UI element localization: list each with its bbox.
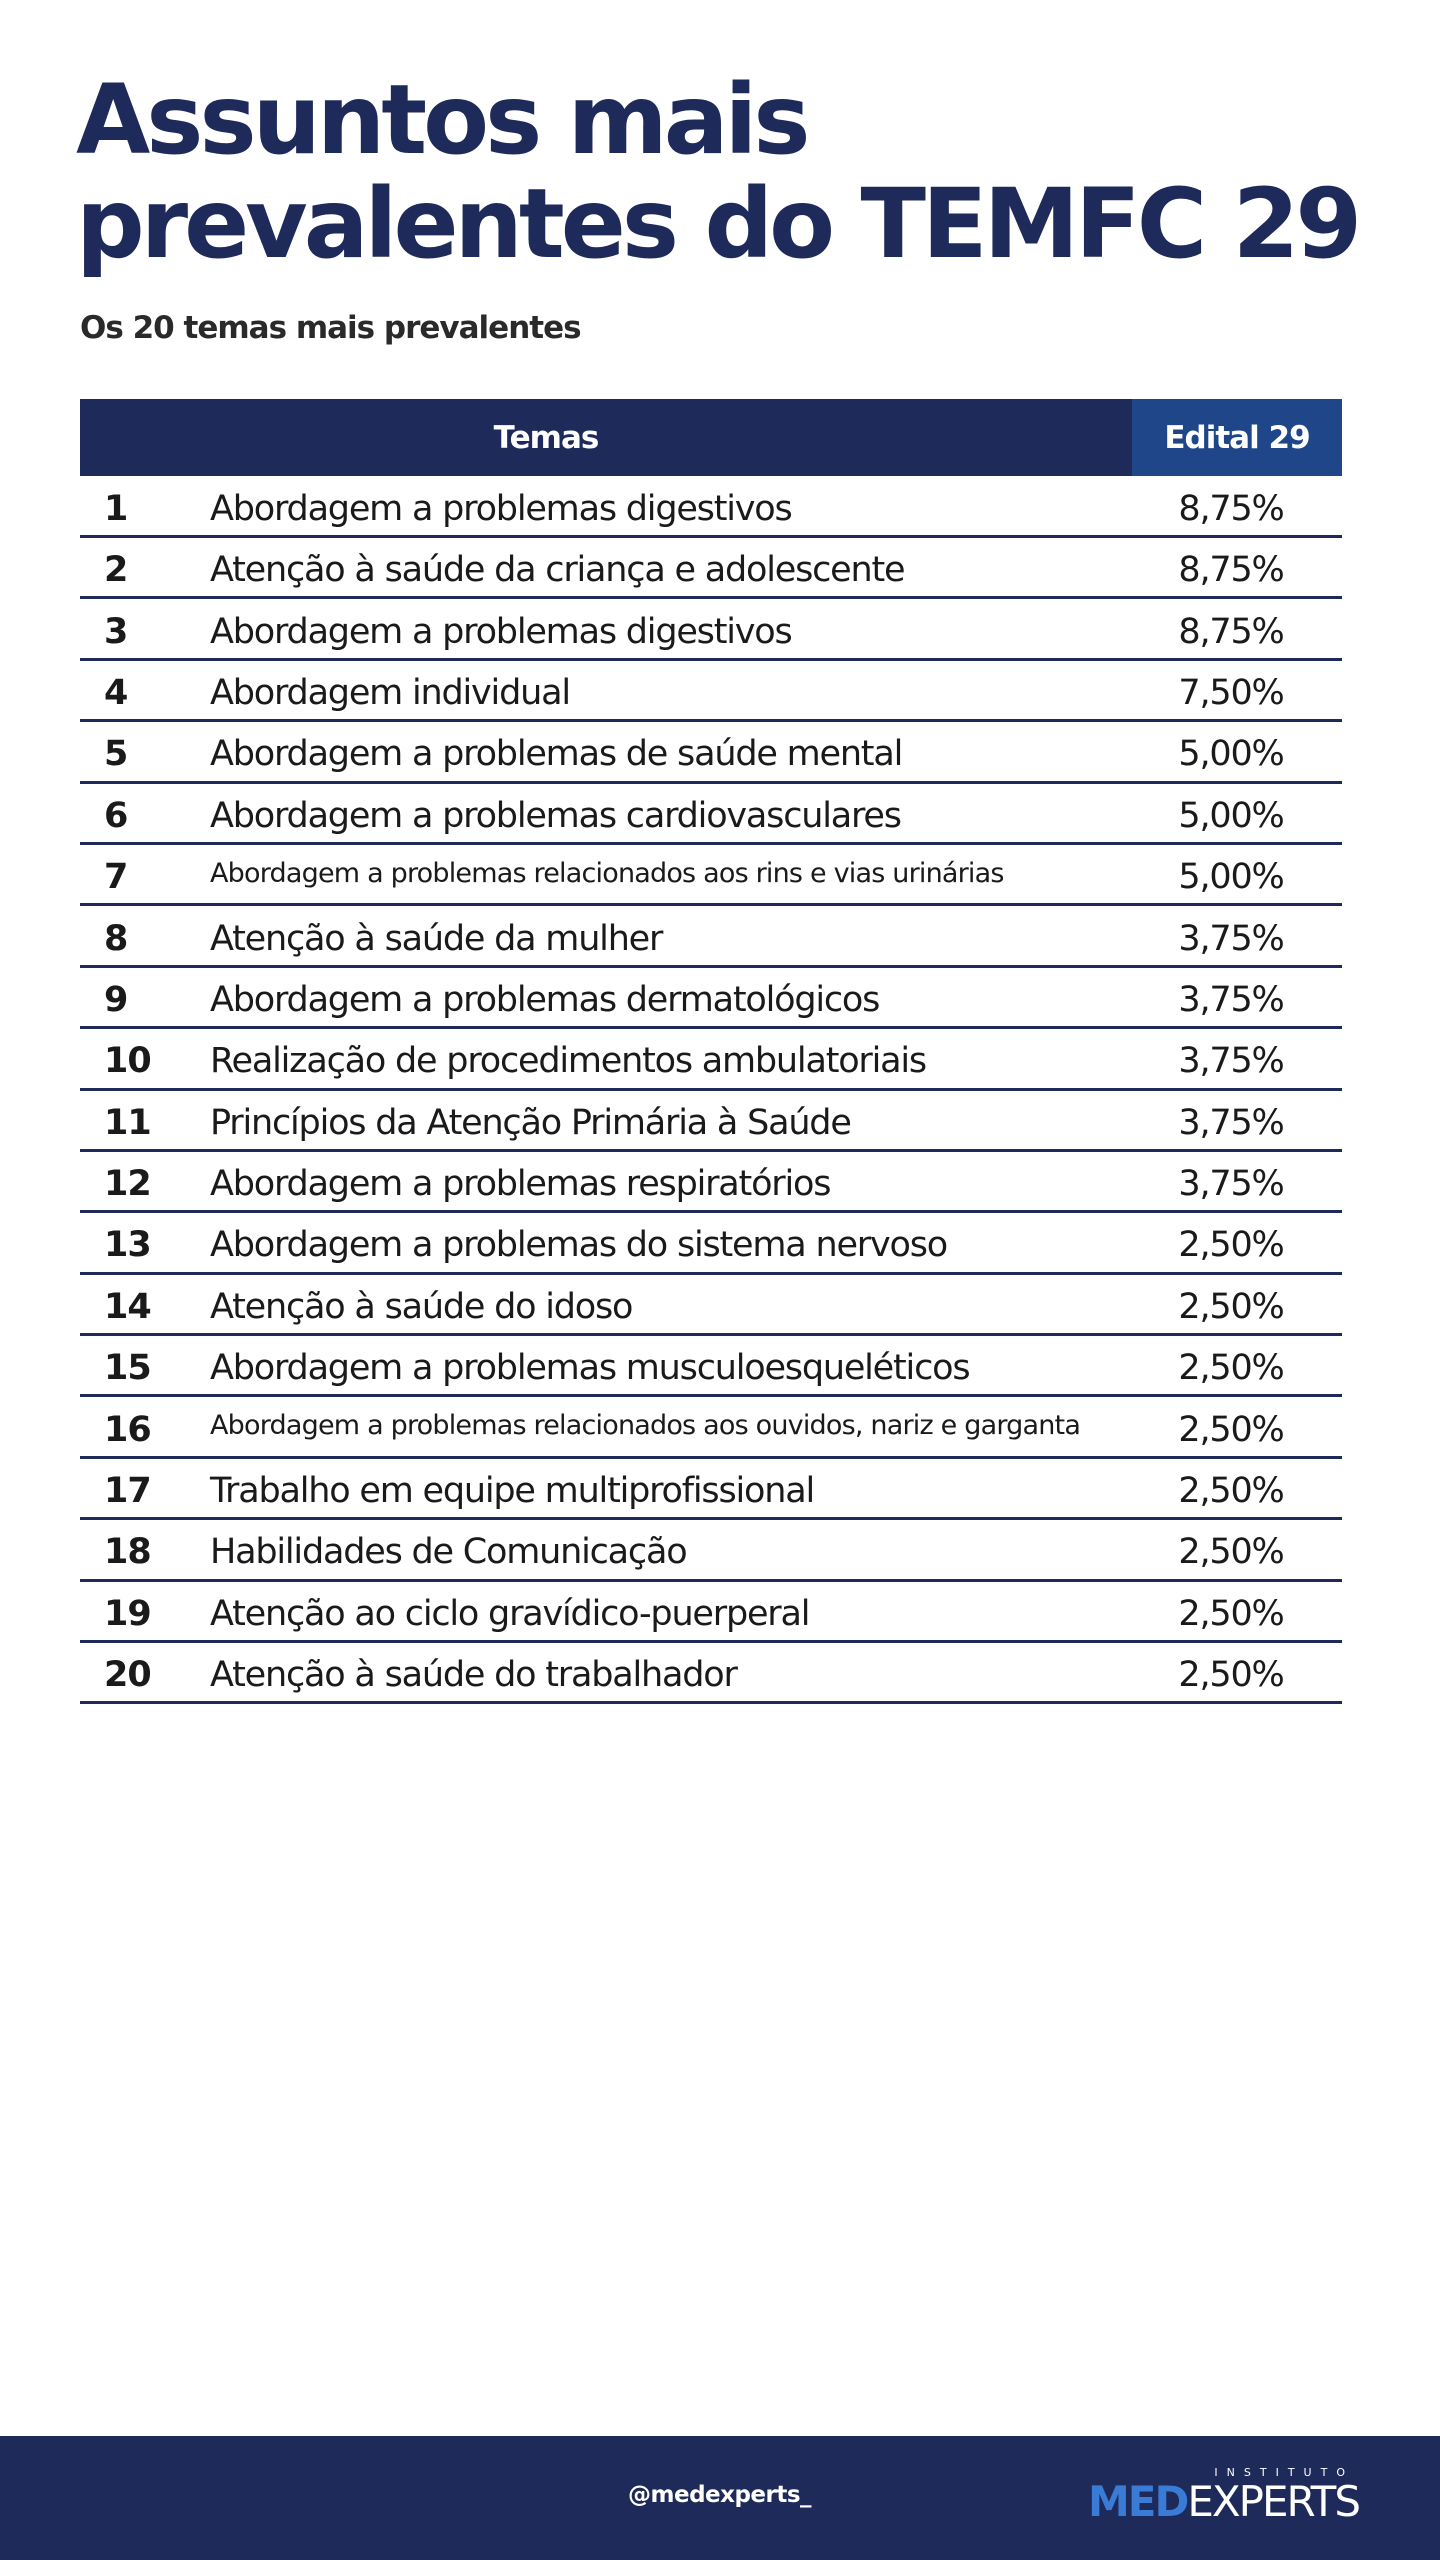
column-header-temas: Temas: [80, 399, 1132, 476]
row-rank: 2: [104, 550, 128, 591]
row-rank: 14: [104, 1286, 151, 1327]
row-rank: 3: [104, 611, 128, 652]
row-tema: Abordagem a problemas dermatológicos: [210, 979, 880, 1020]
table-row: [80, 1643, 1342, 1704]
row-percentage: 2,50%: [1178, 1655, 1284, 1696]
row-percentage: 3,75%: [1178, 1102, 1284, 1143]
row-rank: 19: [104, 1593, 151, 1634]
row-percentage: 8,75%: [1178, 550, 1284, 591]
row-tema: Abordagem individual: [210, 672, 570, 713]
row-rank: 15: [104, 1348, 151, 1389]
row-tema: Abordagem a problemas digestivos: [210, 488, 792, 529]
row-tema: Atenção à saúde do trabalhador: [210, 1655, 737, 1696]
row-percentage: 2,50%: [1178, 1286, 1284, 1327]
row-rank: 8: [104, 918, 128, 959]
row-percentage: 8,75%: [1178, 488, 1284, 529]
row-tema: Atenção à saúde da criança e adolescente: [210, 550, 905, 591]
row-tema: Abordagem a problemas digestivos: [210, 611, 792, 652]
row-rank: 7: [104, 857, 128, 898]
topics-table: [80, 399, 1342, 1704]
page-title: [76, 64, 1396, 280]
row-rank: 9: [104, 979, 128, 1020]
table-row: [80, 476, 1342, 538]
row-rank: 18: [104, 1532, 151, 1573]
row-tema: Abordagem a problemas respiratórios: [210, 1164, 831, 1205]
row-rank: 17: [104, 1471, 151, 1512]
table-row: [80, 906, 1342, 967]
row-percentage: 3,75%: [1178, 1041, 1284, 1082]
table-row: [80, 722, 1342, 783]
row-rank: 11: [104, 1102, 151, 1143]
column-header-edital: Edital 29: [1132, 399, 1342, 476]
row-percentage: 2,50%: [1178, 1348, 1284, 1389]
table-row: [80, 1397, 1342, 1458]
row-percentage: 2,50%: [1178, 1409, 1284, 1450]
table-row: [80, 968, 1342, 1029]
row-tema: Habilidades de Comunicação: [210, 1532, 687, 1573]
row-percentage: 8,75%: [1178, 611, 1284, 652]
table-row: [80, 1336, 1342, 1397]
row-tema: Trabalho em equipe multiprofissional: [210, 1471, 814, 1512]
table-row: [80, 538, 1342, 599]
row-tema: Princípios da Atenção Primária à Saúde: [210, 1102, 851, 1143]
title-line-1: Assuntos mais: [76, 64, 807, 176]
logo-instituto-text: INSTITUTO: [1214, 2466, 1354, 2479]
row-percentage: 3,75%: [1178, 979, 1284, 1020]
row-percentage: 3,75%: [1178, 918, 1284, 959]
row-percentage: 2,50%: [1178, 1593, 1284, 1634]
social-handle: @medexperts_: [628, 2482, 812, 2508]
row-tema: Abordagem a problemas de saúde mental: [210, 734, 903, 775]
footer-bar: [0, 2436, 1440, 2560]
row-percentage: 2,50%: [1178, 1471, 1284, 1512]
row-tema: Atenção ao ciclo gravídico-puerperal: [210, 1593, 810, 1634]
row-percentage: 2,50%: [1178, 1225, 1284, 1266]
table-row: [80, 1275, 1342, 1336]
table-row: [80, 1459, 1342, 1520]
row-rank: 5: [104, 734, 128, 775]
logo-wordmark: [1088, 2477, 1359, 2526]
table-row: [80, 845, 1342, 906]
table-row: [80, 1091, 1342, 1152]
table-row: [80, 1029, 1342, 1090]
table-row: [80, 1582, 1342, 1643]
row-tema: Abordagem a problemas musculoesqueléticos: [210, 1348, 970, 1389]
row-rank: 13: [104, 1225, 151, 1266]
row-rank: 6: [104, 795, 128, 836]
row-tema: Abordagem a problemas relacionados aos rins e vias urinárias: [210, 857, 1004, 889]
row-percentage: 5,00%: [1178, 795, 1284, 836]
row-tema: Abordagem a problemas cardiovasculares: [210, 795, 901, 836]
table-body: [80, 476, 1342, 1704]
table-row: [80, 1213, 1342, 1274]
row-percentage: 7,50%: [1178, 672, 1284, 713]
row-tema: Abordagem a problemas relacionados aos ouvidos, nariz e garganta: [210, 1410, 1081, 1442]
row-tema: Atenção à saúde do idoso: [210, 1286, 633, 1327]
row-percentage: 2,50%: [1178, 1532, 1284, 1573]
table-row: [80, 1520, 1342, 1581]
table-row: [80, 784, 1342, 845]
table-row: [80, 661, 1342, 722]
table-row: [80, 599, 1342, 660]
title-line-2: prevalentes do TEMFC 29: [76, 168, 1359, 280]
logo-experts: EXPERTS: [1187, 2477, 1359, 2526]
row-percentage: 5,00%: [1178, 734, 1284, 775]
row-rank: 12: [104, 1164, 151, 1205]
table-header: [80, 399, 1342, 476]
row-percentage: 3,75%: [1178, 1164, 1284, 1205]
row-rank: 4: [104, 672, 128, 713]
row-tema: Realização de procedimentos ambulatoriais: [210, 1041, 926, 1082]
row-rank: 10: [104, 1041, 151, 1082]
row-rank: 1: [104, 488, 128, 529]
row-percentage: 5,00%: [1178, 857, 1284, 898]
logo-med: MED: [1088, 2477, 1188, 2526]
row-tema: Abordagem a problemas do sistema nervoso: [210, 1225, 947, 1266]
page-subtitle: Os 20 temas mais prevalentes: [80, 310, 581, 346]
row-rank: 20: [104, 1655, 151, 1696]
row-tema: Atenção à saúde da mulher: [210, 918, 663, 959]
medexperts-logo: [1088, 2466, 1359, 2526]
row-rank: 16: [104, 1409, 151, 1450]
table-row: [80, 1152, 1342, 1213]
